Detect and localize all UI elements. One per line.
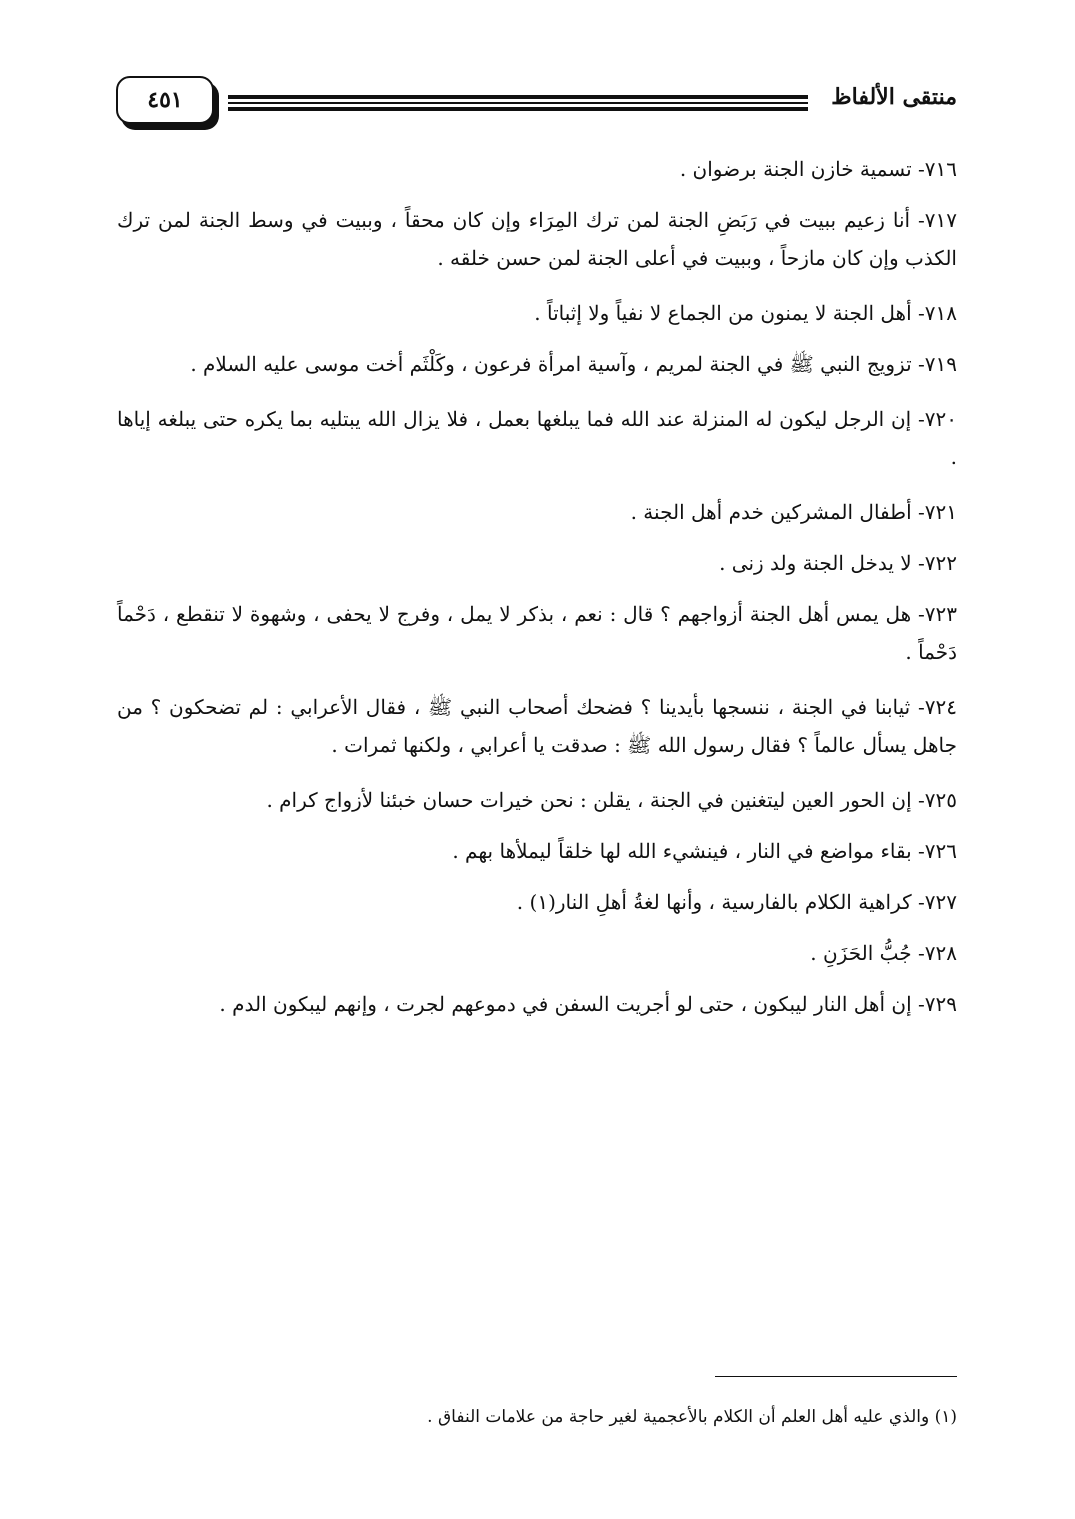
header-rule-top bbox=[228, 95, 808, 99]
header-rule-middle bbox=[228, 102, 808, 104]
running-title: منتقى الألفاظ bbox=[831, 84, 957, 110]
entry-725: ٧٢٥- إن الحور العين ليتغنين في الجنة ، يقلن : نحن خيرات حسان خبئنا لأزواج كرام . bbox=[266, 788, 957, 812]
entry-724: ٧٢٤- ثيابنا في الجنة ، ننسجها بأيدينا ؟ فضحك أصحاب النبي ﷺ ، فقال الأعرابي : لم تضحكون ؟ من جاهل يسأل عالماً ؟ فقال رسول الله ﷺ : صدقت يا أعرابي ، ولكنها ثمرات . bbox=[117, 695, 957, 757]
footnote: (١) والذي عليه أهل العلم أن الكلام بالأعجمية لغير حاجة من علامات النفاق . bbox=[427, 1407, 957, 1427]
page-number: ٤٥١ bbox=[147, 87, 183, 113]
entry-720: ٧٢٠- إن الرجل ليكون له المنزلة عند الله فما يبلغها بعمل ، فلا يزال الله يبتليه بما يكره حتى يبلغه إياها . bbox=[117, 407, 957, 469]
entry-729: ٧٢٩- إن أهل النار ليبكون ، حتى لو أجريت السفن في دموعهم لجرت ، وإنهم ليبكون الدم . bbox=[219, 992, 957, 1016]
entry-722: ٧٢٢- لا يدخل الجنة ولد زنى . bbox=[719, 551, 957, 575]
entry-721: ٧٢١- أطفال المشركين خدم أهل الجنة . bbox=[630, 500, 957, 524]
entry-717: ٧١٧- أنا زعيم ببيت في رَبَضِ الجنة لمن ترك المِرَاء وإن كان محقاً ، وببيت في وسط الجنة لمن ترك الكذب وإن كان مازحاً ، وببيت في أعلى الجنة لمن حسن خلقه . bbox=[117, 208, 957, 270]
footnote-separator bbox=[715, 1376, 957, 1377]
entry-728: ٧٢٨- جُبُّ الحَزَنِ . bbox=[810, 941, 957, 965]
entry-716: ٧١٦- تسمية خازن الجنة برضوان . bbox=[679, 157, 957, 181]
entry-719: ٧١٩- تزويج النبي ﷺ في الجنة لمريم ، وآسية امرأة فرعون ، وكَلْثَم أخت موسى عليه السلام . bbox=[190, 352, 957, 376]
page-number-badge bbox=[116, 76, 214, 124]
entry-727: ٧٢٧- كراهية الكلام بالفارسية ، وأنها لغةُ أهلِ النار(١) . bbox=[516, 890, 957, 914]
entry-718: ٧١٨- أهل الجنة لا يمنون من الجماع لا نفياً ولا إثباتاً . bbox=[534, 301, 957, 325]
page-body bbox=[117, 150, 957, 1040]
entry-723: ٧٢٣- هل يمس أهل الجنة أزواجهم ؟ قال : نعم ، بذكر لا يمل ، وفرج لا يحفى ، وشهوة لا تنقطع ، دَحْماً دَحْماً . bbox=[117, 602, 957, 664]
page-header bbox=[0, 0, 1075, 140]
header-rule-bottom bbox=[228, 107, 808, 111]
entry-726: ٧٢٦- بقاء مواضع في النار ، فينشيء الله لها خلقاً ليملأها بهم . bbox=[452, 839, 957, 863]
